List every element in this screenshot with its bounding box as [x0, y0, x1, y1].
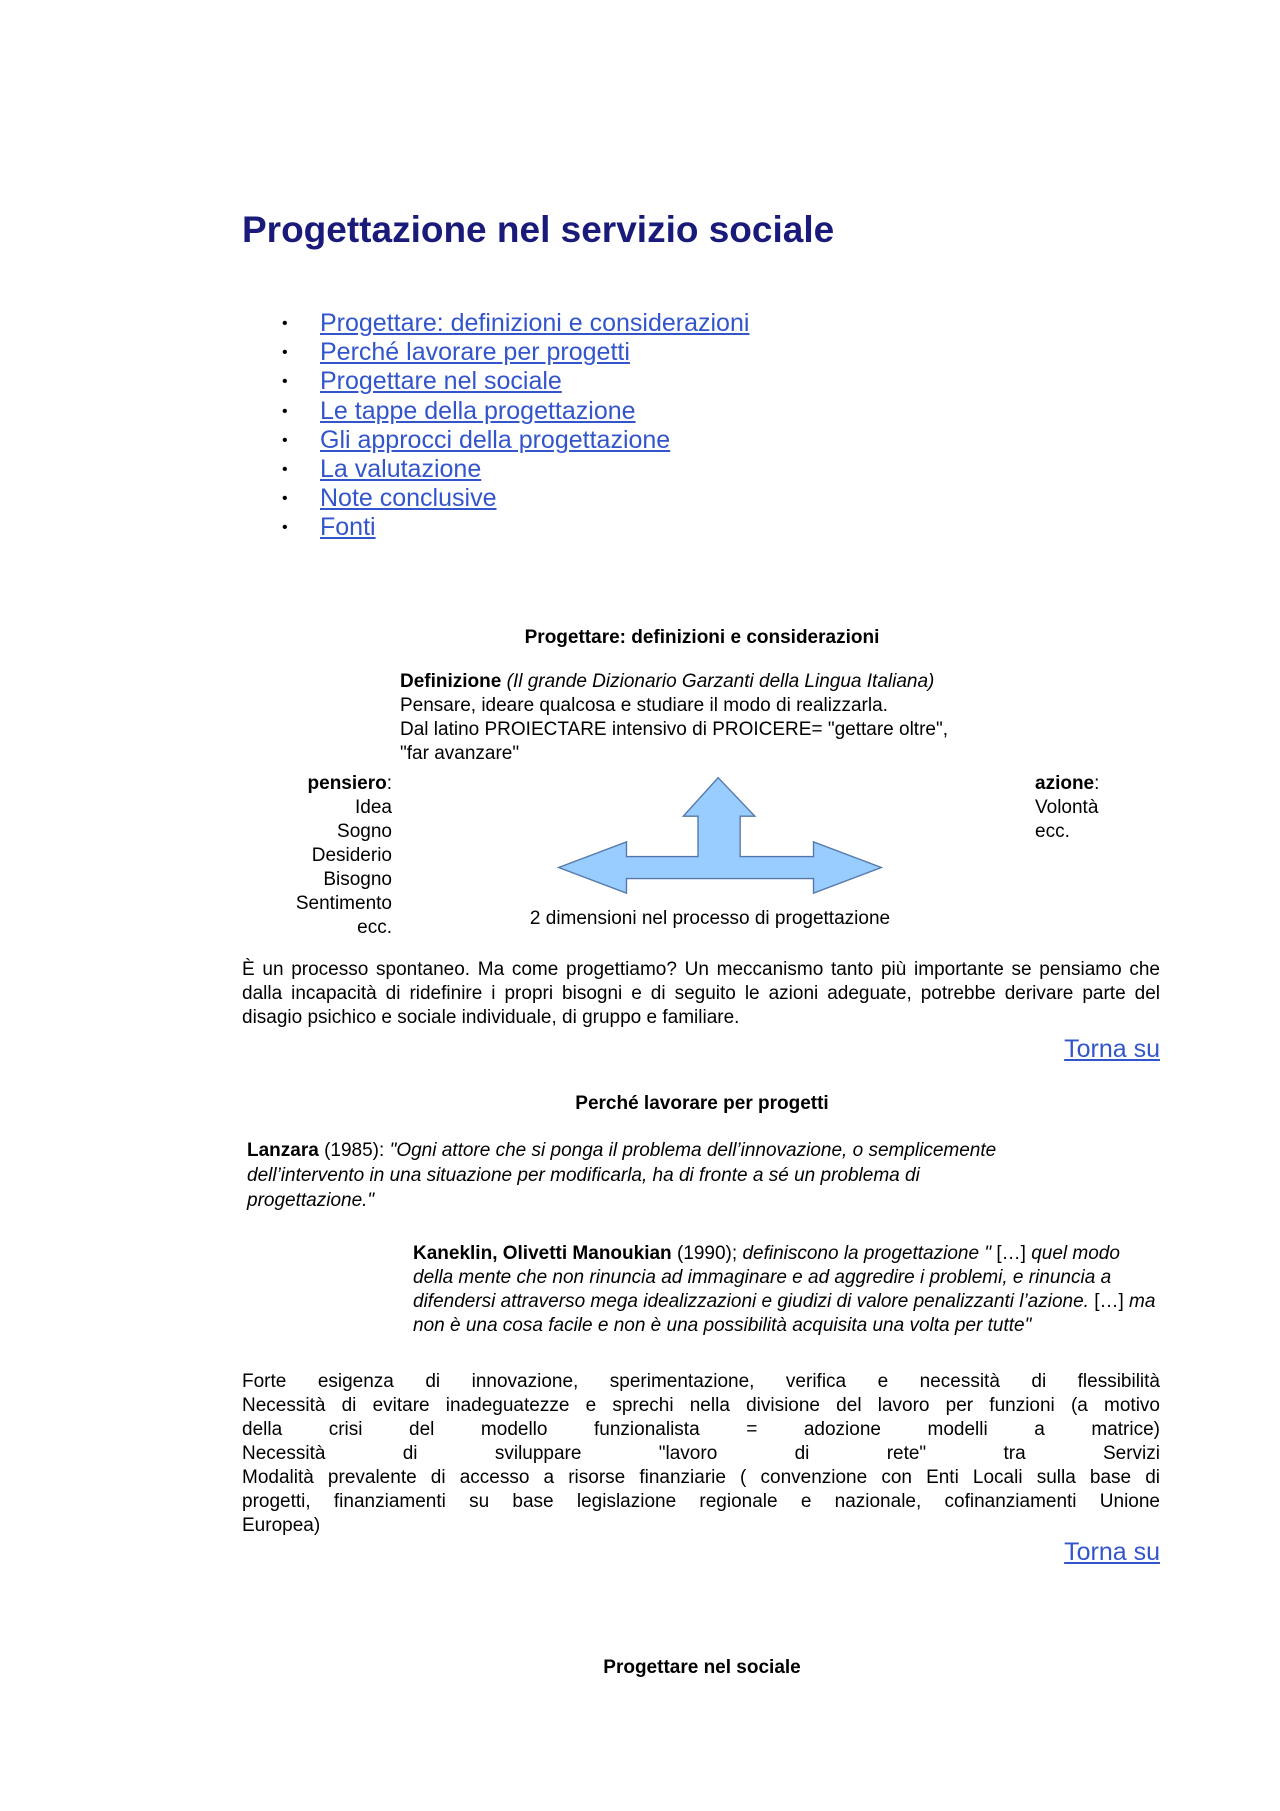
bullet-icon: •: [282, 431, 288, 449]
definition-line: Pensare, ideare qualcosa e studiare il modo di realizzarla.: [400, 695, 888, 716]
bullet-icon: •: [282, 402, 288, 420]
quote-lanzara: [247, 1138, 1007, 1213]
quote-author: Kaneklin, Olivetti Manoukian: [413, 1243, 672, 1264]
reason-line: Necessità di evitare inadeguatezze e sprechi nella divisione del lavoro per funzioni (a motivo: [242, 1395, 1160, 1416]
bullet-icon: •: [282, 315, 288, 332]
page-title: Progettazione nel servizio sociale: [242, 209, 835, 250]
reason-line: della crisi del modello funzionalista = adozione modelli a matrice): [242, 1419, 1160, 1440]
definition-line: Dal latino PROIECTARE intensivo di PROICERE= "gettare oltre",: [400, 719, 948, 740]
three-way-arrow-icon: [555, 770, 885, 910]
section-heading-perche: Perché lavorare per progetti: [575, 1093, 829, 1114]
quote-mid: quel modo della mente che non rinuncia ad immaginare e ad aggredire i problemi, e rinuncia a difendersi attraverso mega idealizzazioni e giudizi di valore penalizzanti l’azione.: [413, 1243, 1120, 1312]
toc-item: [242, 367, 749, 396]
section-heading-definizioni: Progettare: definizioni e considerazioni: [524, 627, 880, 648]
toc-link-sociale[interactable]: Progettare nel sociale: [320, 367, 562, 396]
reason-line: Necessità di sviluppare "lavoro di rete" tra Servizi: [242, 1443, 1160, 1464]
toc-item: [242, 513, 749, 542]
back-to-top-link[interactable]: Torna su: [1064, 1035, 1160, 1063]
bullet-icon: •: [282, 460, 288, 478]
arrow-shape: [559, 778, 882, 894]
bullet-icon: •: [282, 490, 288, 508]
toc-item: [242, 484, 749, 513]
azione-heading: [1035, 772, 1155, 796]
quote-year: (1985):: [318, 1140, 390, 1161]
quote-lead: definiscono la progettazione ": [742, 1243, 997, 1264]
toc-link-note[interactable]: Note conclusive: [320, 484, 497, 513]
toc-item: [242, 338, 749, 367]
back-to-top-2: [1064, 1538, 1160, 1567]
pensiero-item: ecc.: [357, 917, 392, 938]
reason-line: Europea): [242, 1515, 321, 1536]
diagram-caption: 2 dimensioni nel processo di progettazione: [529, 908, 891, 929]
quote-author: Lanzara: [247, 1140, 319, 1161]
pensiero-label: pensiero: [307, 773, 387, 794]
bullet-icon: •: [282, 519, 288, 537]
table-of-contents: [242, 309, 749, 543]
toc-link-tappe[interactable]: Le tappe della progettazione: [320, 396, 636, 425]
definition-line: "far avanzare": [400, 743, 520, 764]
reasons-list: [242, 1370, 1160, 1538]
bullet-icon: •: [282, 373, 288, 391]
paragraph-processo: È un processo spontaneo. Ma come progettiamo? Un meccanismo tanto più importante se pensiamo che dalla incapacità di ridefinire i propri bisogni e di seguito le azioni adeguate, potrebbe derivare parte del disagio psichico e sociale individuale, di gruppo e familiare.: [242, 959, 1160, 1028]
pensiero-heading: [242, 772, 392, 796]
back-to-top-1: [1064, 1035, 1160, 1064]
quote-year: (1990);: [671, 1243, 743, 1264]
pensiero-item: Sogno: [337, 821, 392, 842]
azione-item: Volontà: [1035, 797, 1099, 818]
toc-item: [242, 426, 749, 455]
toc-link-fonti[interactable]: Fonti: [320, 513, 376, 542]
reason-line: Modalità prevalente di accesso a risorse finanziarie ( convenzione con Enti Locali sulla base di: [242, 1467, 1160, 1488]
pensiero-item: Sentimento: [295, 893, 392, 914]
quote-ellipsis: […]: [996, 1243, 1026, 1264]
azione-label: azione: [1035, 773, 1095, 794]
quote-end: ma non è una cosa facile e non è una possibilità acquisita una volta per tutte": [413, 1291, 1156, 1336]
section-heading-sociale: Progettare nel sociale: [603, 1657, 801, 1678]
reason-line: progetti, finanziamenti su base legislazione regionale e nazionale, cofinanziamenti Unione: [242, 1491, 1160, 1512]
toc-item: [242, 455, 749, 484]
quote-kaneklin: [413, 1242, 1163, 1338]
back-to-top-link[interactable]: Torna su: [1064, 1538, 1160, 1566]
pensiero-column: [242, 772, 392, 940]
toc-link-approcci[interactable]: Gli approcci della progettazione: [320, 425, 671, 454]
pensiero-item: Bisogno: [323, 869, 392, 890]
quote-text: "Ogni attore che si ponga il problema dell’innovazione, o semplicemente dell’intervento in una situazione per modificarla, ha di fronte a sé un problema di progettazione.": [247, 1140, 997, 1211]
toc-link-perche[interactable]: Perché lavorare per progetti: [320, 338, 630, 367]
pensiero-item: Idea: [355, 797, 392, 818]
toc-item: [242, 397, 749, 426]
definition-label: Definizione: [400, 671, 502, 692]
pensiero-item: Desiderio: [311, 845, 392, 866]
azione-item: ecc.: [1035, 821, 1070, 842]
colon: :: [386, 773, 392, 794]
toc-link-definizioni[interactable]: Progettare: definizioni e considerazioni: [320, 309, 750, 337]
definition-block: [400, 670, 1040, 766]
colon: :: [1094, 773, 1100, 794]
azione-column: [1035, 772, 1155, 844]
reason-line: Forte esigenza di innovazione, sperimentazione, verifica e necessità di flessibilità: [242, 1371, 1160, 1392]
bullet-icon: •: [282, 344, 288, 362]
definition-title: [400, 670, 1040, 694]
quote-ellipsis: […]: [1094, 1291, 1124, 1312]
definition-source: (Il grande Dizionario Garzanti della Lingua Italiana): [506, 671, 935, 692]
toc-link-valutazione[interactable]: La valutazione: [320, 454, 482, 483]
toc-item: [242, 309, 749, 338]
